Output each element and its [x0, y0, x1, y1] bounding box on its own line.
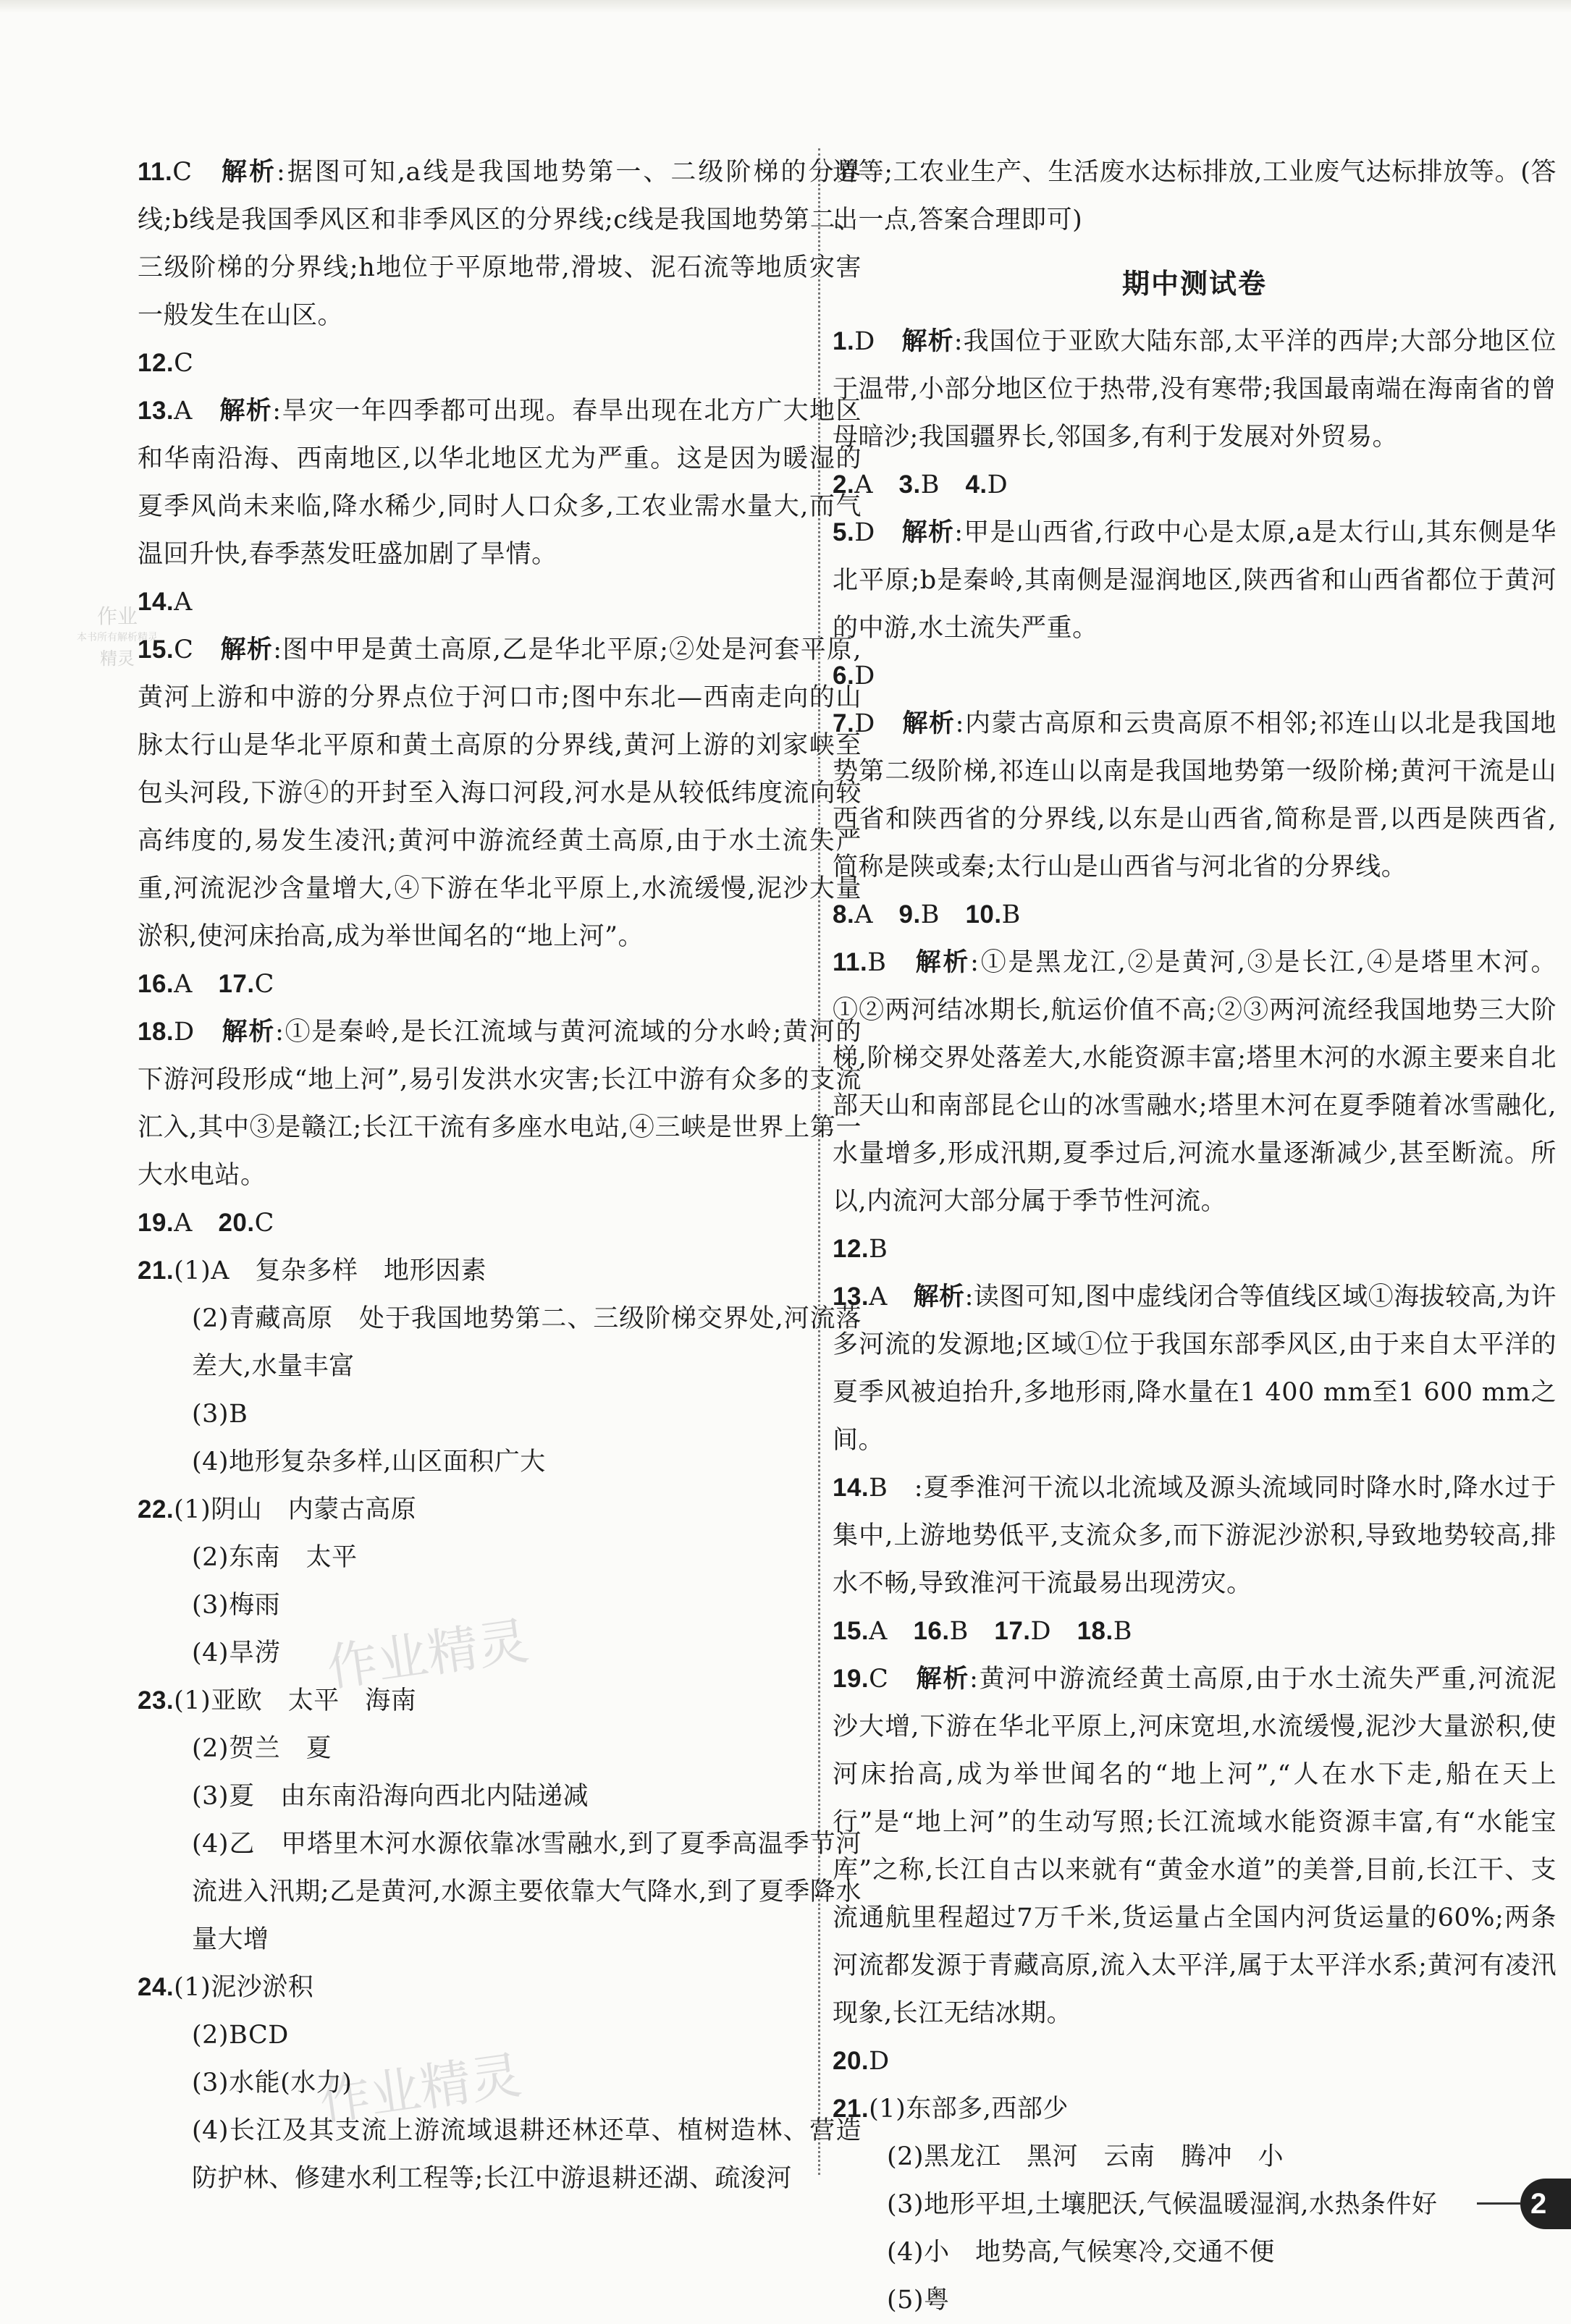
question-number: 16.	[913, 1617, 950, 1645]
question-number: 23.	[138, 1686, 174, 1715]
answer-part-text: (2)青藏高原 处于我国地势第二、三级阶梯交界处,河流落差大,水量丰富	[192, 1304, 862, 1381]
analysis-label: 解析	[220, 635, 274, 664]
stamp-text-bottom: 精灵	[100, 648, 135, 669]
analysis-text: :甲是山西省,行政中心是太原,a是太行山,其东侧是华北平原;b是秦岭,其南侧是湿润地区,陕西省和山西省都位于黄河的中游,水土流失严重。	[833, 518, 1557, 643]
answer-part	[138, 1725, 862, 1772]
analysis-text: :夏季淮河干流以北流域及源头流域同时降水时,降水过于集中,上游地势低平,支流众多,而下游泥沙淤积,导致地势较高,排水不畅,导致淮河干流最易出现涝灾。	[833, 1474, 1557, 1598]
answer-letter: B	[920, 470, 940, 499]
answer-item	[833, 1655, 1557, 2037]
answer-letter: B	[1113, 1617, 1132, 1646]
question-number: 22.	[138, 1495, 174, 1524]
answer-item	[833, 1464, 1557, 1607]
analysis-label: 解析	[901, 518, 955, 547]
question-number: 13.	[138, 397, 174, 425]
answer-letter: D	[854, 709, 875, 738]
answer-letter: C	[869, 1665, 889, 1694]
answer-letter: A	[869, 1283, 888, 1311]
answer-item	[138, 1199, 862, 1247]
question-number: 6.	[833, 662, 855, 690]
analysis-label: 解析	[222, 158, 277, 187]
answer-part-text: (1)A 复杂多样 地形因素	[174, 1256, 487, 1285]
answer-part	[138, 1964, 862, 2011]
answer-letter: A	[174, 1209, 193, 1238]
analysis-label: 解析	[916, 1665, 970, 1694]
answer-letter: D	[174, 1018, 195, 1047]
answer-letter: C	[174, 635, 194, 664]
left-column	[138, 148, 862, 2202]
answer-part-text: (3)地形平坦,土壤肥沃,气候温暖湿润,水热条件好	[887, 2190, 1438, 2219]
answer-part	[833, 2085, 1557, 2133]
answer-part-text: (1)东部多,西部少	[869, 2095, 1069, 2124]
answer-letter: D	[854, 518, 875, 547]
question-number: 14.	[833, 1474, 869, 1502]
question-number: 10.	[965, 900, 1002, 929]
watermark: 作业精灵	[323, 1610, 533, 1699]
stamp-subtext: 本书所有解析精灵	[77, 632, 158, 643]
analysis-text: :据图可知,a线是我国地势第一、二级阶梯的分界线;b线是我国季风区和非季风区的分界线;c线是我国地势第二、三级阶梯的分界线;h地位于平原地带,滑坡、泥石流等地质灾害一般发生在山区。	[138, 158, 862, 330]
question-number: 19.	[833, 1665, 869, 1693]
question-number: 11.	[138, 158, 173, 186]
question-number: 12.	[833, 1235, 869, 1263]
question-number: 20.	[218, 1209, 255, 1237]
answer-letter: D	[854, 327, 875, 356]
answer-letter: B	[1001, 900, 1021, 929]
answer-part	[138, 2107, 862, 2202]
answer-part-text: (3)水能(水力)	[192, 2069, 353, 2097]
answer-part-text: (4)旱涝	[192, 1639, 281, 1668]
analysis-text: :读图可知,图中虚线闭合等值线区域①海拔较高,为许多河流的发源地;区域①位于我国东部季风区,由于来自太平洋的夏季风被迫抬升,多地形雨,降水量在1 400 mm至1 600 mm之间。	[833, 1283, 1557, 1455]
answer-part-text: (2)BCD	[192, 2021, 289, 2050]
answer-letter: D	[1030, 1617, 1052, 1646]
question-number: 19.	[138, 1209, 174, 1237]
page-number-dash	[1477, 2202, 1520, 2205]
question-number: 5.	[833, 518, 855, 546]
answer-letter: B	[867, 948, 887, 977]
answer-letter: B	[869, 1474, 888, 1503]
answer-item	[138, 626, 862, 960]
answer-item	[833, 318, 1557, 461]
question-number: 14.	[138, 588, 174, 616]
analysis-label: 解析	[901, 327, 954, 356]
answer-letter: B	[869, 1235, 888, 1264]
question-number: 21.	[833, 2095, 869, 2123]
answer-part-text: (3)梅雨	[192, 1591, 281, 1620]
right-column	[833, 148, 1557, 2324]
answer-list	[833, 318, 1557, 2324]
analysis-label: 解析	[219, 397, 273, 426]
analysis-text: :我国位于亚欧大陆东部,太平洋的西岸;大部分地区位于温带,小部分地区位于热带,没有寒带;我国最南端在海南省的曾母暗沙;我国疆界长,邻国多,有利于发展对外贸易。	[833, 327, 1557, 452]
answer-part-text: (2)东南 太平	[192, 1543, 358, 1572]
answer-part	[138, 1486, 862, 1534]
analysis-text: :内蒙古高原和云贵高原不相邻;祁连山以北是我国地势第二级阶梯,祁连山以南是我国地势第一级阶梯;黄河干流是山西省和陕西省的分界线,以东是山西省,简称是晋,以西是陕西省,简称是陕或秦;太行山是山西省与河北省的分界线。	[833, 709, 1557, 882]
answer-part-text: (4)长江及其支流上游流域退耕还林还草、植树造林、营造防护林、修建水利工程等;长江中游退耕还湖、疏浚河	[192, 2116, 862, 2193]
answer-item	[833, 700, 1557, 891]
answer-item	[833, 461, 1557, 509]
answer-part	[138, 2059, 862, 2107]
answer-letter: A	[854, 470, 873, 499]
page-top-edge	[0, 0, 1571, 13]
question-number: 2.	[833, 470, 855, 499]
answer-part	[138, 2011, 862, 2059]
question-number: 18.	[138, 1018, 174, 1046]
answer-part-text: (3)B	[192, 1400, 248, 1429]
answer-part	[138, 1820, 862, 1964]
question-number: 9.	[898, 900, 921, 929]
question-number: 21.	[138, 1256, 174, 1285]
question-number: 16.	[138, 970, 174, 998]
question-number: 24.	[138, 1973, 174, 2001]
answer-letter: A	[174, 970, 193, 999]
answer-item	[833, 652, 1557, 700]
answer-letter: A	[174, 397, 193, 426]
question-number: 15.	[833, 1617, 869, 1645]
watermark: 作业精灵	[316, 2045, 526, 2133]
question-number: 8.	[833, 900, 855, 929]
answer-letter: D	[854, 662, 875, 690]
answer-item	[833, 2037, 1557, 2085]
answer-letter: C	[254, 1209, 274, 1238]
answer-item	[833, 509, 1557, 652]
question-number: 18.	[1077, 1617, 1113, 1645]
answer-part	[138, 1247, 862, 1295]
analysis-label: 解析	[913, 1283, 965, 1311]
answer-item	[833, 1225, 1557, 1273]
answer-part	[138, 1534, 862, 1581]
answer-part	[833, 2181, 1557, 2228]
answer-item	[833, 891, 1557, 939]
answer-letter: C	[254, 970, 274, 999]
answer-part-text: (1)亚欧 太平 海南	[174, 1686, 417, 1715]
analysis-text: :①是秦岭,是长江流域与黄河流域的分水岭;黄河的下游河段形成“地上河”,易引发洪水灾害;长江中游有众多的支流汇入,其中③是赣江;长江干流有多座水电站,④三峡是世界上第一大水电站。	[138, 1018, 862, 1190]
question-number: 13.	[833, 1283, 869, 1311]
answer-part	[138, 1629, 862, 1677]
answer-part	[138, 1677, 862, 1725]
answer-item	[138, 960, 862, 1008]
answer-item	[138, 578, 862, 626]
analysis-label: 解析	[222, 1018, 276, 1047]
stamp-text: 作业	[96, 604, 138, 628]
section-title: 期中测试卷	[1121, 268, 1267, 300]
answer-letter: A	[854, 900, 873, 929]
analysis-text: :黄河中游流经黄土高原,由于水土流失严重,河流泥沙大增,下游在华北平原上,河床宽坦,水流缓慢,泥沙大量淤积,使河床抬高,成为举世闻名的“地上河”,“人在水下走,船在天上行”是“地上河”的生动写照;长江流域水能资源丰富,有“水能宝库”之称,长江自古以来就有“黄金水道”的美誉,目前,长江干、支流通航里程超过7万千米,货运量占全国内河货运量的60%;两条河流都发源于青藏高原,流入太平洋,属于太平洋水系;黄河有凌汛现象,长江无结冰期。	[833, 1665, 1557, 2028]
question-number: 1.	[833, 327, 855, 355]
question-number: 15.	[138, 635, 174, 664]
answer-item	[833, 939, 1557, 1225]
question-number: 11.	[833, 948, 868, 976]
answer-part-text: (1)泥沙淤积	[174, 1973, 314, 2002]
question-number: 20.	[833, 2047, 869, 2075]
answer-item	[833, 1273, 1557, 1464]
answer-part-text: (3)夏 由东南沿海向西北内陆递减	[192, 1782, 589, 1811]
answer-part-text: (2)黑龙江 黑河 云南 腾冲 小	[887, 2142, 1284, 2171]
answer-part	[138, 1390, 862, 1438]
answer-letter: A	[174, 588, 193, 617]
answer-letter: A	[869, 1617, 888, 1646]
answer-item	[138, 1008, 862, 1199]
answer-part-text: (4)地形复杂多样,山区面积广大	[192, 1448, 546, 1476]
question-number: 17.	[218, 970, 255, 998]
question-number: 3.	[898, 470, 921, 499]
analysis-label: 解析	[902, 709, 956, 738]
answer-letter: D	[869, 2047, 890, 2076]
analysis-text: :图中甲是黄土高原,乙是华北平原;②处是河套平原,黄河上游和中游的分界点位于河口市;图中东北—西南走向的山脉太行山是华北平原和黄土高原的分界线,黄河上游的刘家峡至包头河段,下游④的开封至入海口河段,河水是从较低纬度流向较高纬度的,易发生凌汛;黄河中游流经黄土高原,由于水土流失严重,河流泥沙含量增大,④下游在华北平原上,水流缓慢,泥沙大量淤积,使河床抬高,成为举世闻名的“地上河”。	[138, 635, 862, 951]
answer-letter: C	[174, 349, 194, 378]
question-number: 12.	[138, 349, 174, 377]
answer-letter: B	[949, 1617, 969, 1646]
answer-part	[138, 1772, 862, 1820]
answer-item	[138, 148, 862, 339]
answer-item	[138, 387, 862, 578]
question-number: 7.	[833, 709, 855, 738]
continued-text: 道等;工农业生产、生活废水达标排放,工业废气达标排放等。(答出一点,答案合理即可)	[833, 158, 1557, 234]
answer-letter: C	[172, 158, 193, 187]
analysis-text: :旱灾一年四季都可出现。春旱出现在北方广大地区和华南沿海、西南地区,以华北地区尤为严重。这是因为暖湿的夏季风尚未来临,降水稀少,同时人口众多,工农业需水量大,而气温回升快,春季蒸发旺盛加剧了旱情。	[138, 397, 862, 569]
question-number: 4.	[965, 470, 987, 499]
answer-part-text: (1)阴山 内蒙古高原	[174, 1495, 417, 1524]
answer-item	[138, 339, 862, 387]
answer-part	[138, 1295, 862, 1390]
answer-part-text: (4)乙 甲塔里木河水源依靠冰雪融水,到了夏季高温季节河流进入汛期;乙是黄河,水源主要依靠大气降水,到了夏季降水量大增	[192, 1830, 862, 1954]
answer-letter: B	[920, 900, 940, 929]
answer-part-text: (2)贺兰 夏	[192, 1734, 332, 1763]
answer-item	[833, 1607, 1557, 1655]
analysis-label: 解析	[915, 948, 971, 977]
answer-letter: D	[987, 470, 1008, 499]
analysis-text: :①是黑龙江,②是黄河,③是长江,④是塔里木河。①②两河结冰期长,航运价值不高;②③两河流经我国地势三大阶梯,阶梯交界处落差大,水能资源丰富;塔里木河的水源主要来自北部天山和南部昆仑山的冰雪融水;塔里木河在夏季随着冰雪融化,水量增多,形成汛期,夏季过后,河流水量逐渐减少,甚至断流。所以,内流河大部分属于季节性河流。	[833, 948, 1557, 1216]
answer-part-text: (5)粤	[887, 2286, 950, 2315]
question-number: 17.	[994, 1617, 1031, 1645]
answer-part	[833, 2276, 1557, 2324]
answer-part	[833, 2133, 1557, 2181]
answer-part	[138, 1581, 862, 1629]
answer-part	[833, 2228, 1557, 2276]
page-number: 2	[1520, 2179, 1571, 2229]
answer-part-text: (4)小 地势高,气候寒冷,交通不便	[887, 2238, 1275, 2267]
answer-part	[138, 1438, 862, 1486]
